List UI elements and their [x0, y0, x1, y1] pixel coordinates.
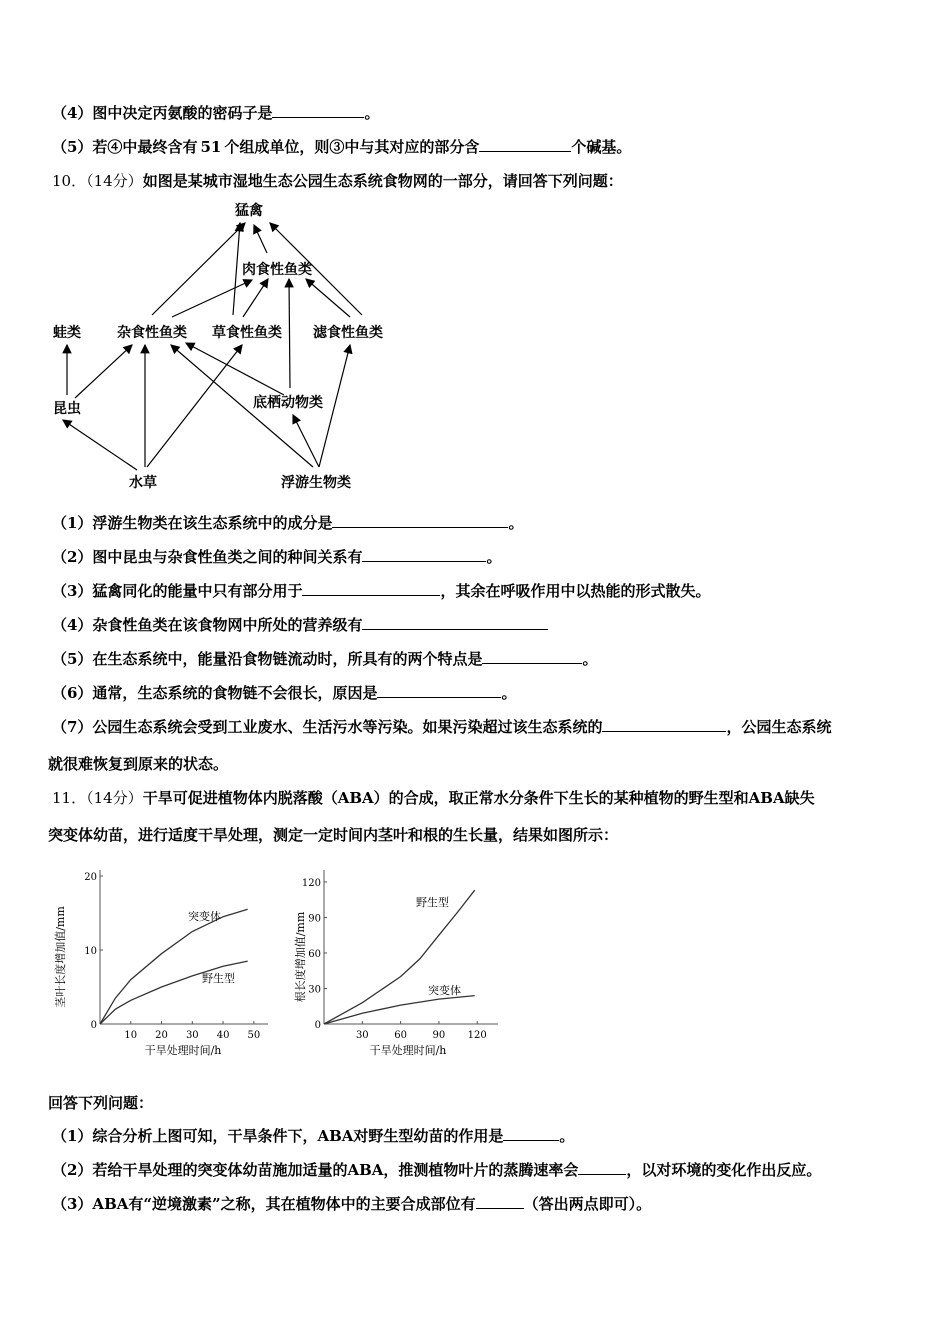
- arrow-benthic-carnivore: [289, 279, 290, 388]
- series-line-1: [100, 961, 248, 1024]
- y-tick-label: 30: [308, 984, 321, 996]
- node-omnivore: 杂食性鱼类: [117, 325, 187, 341]
- answer-blank[interactable]: [503, 1126, 559, 1141]
- chart-stem-leaf-growth: [48, 862, 278, 1062]
- arrow-benthic-omnivore: [186, 343, 284, 395]
- node-weed: 水草: [129, 475, 157, 491]
- answer-blank[interactable]: [482, 649, 582, 664]
- answer-blank[interactable]: [332, 513, 508, 528]
- node-raptor: 猛禽: [235, 203, 263, 219]
- series-line-1: [324, 996, 475, 1024]
- q11-item-3: （3）ABA有“逆境激素”之称，其在植物体中的主要合成部位有 （答出两点即可）。: [52, 1195, 652, 1213]
- node-herbivore: 草食性鱼类: [212, 325, 282, 341]
- answer-blank[interactable]: [362, 547, 486, 562]
- series-label-1: 突变体: [428, 984, 461, 997]
- arrow-herbivore-carnivore: [243, 279, 268, 317]
- answer-blank[interactable]: [302, 581, 440, 596]
- arrow-plankton-benthic: [293, 415, 319, 467]
- node-plankton: 浮游生物类: [281, 475, 351, 491]
- origin-label: 0: [314, 1020, 321, 1031]
- x-tick-label: 50: [247, 1030, 261, 1041]
- arrow-omnivore-raptor: [152, 223, 245, 315]
- q10-item-6: （6）通常，生态系统的食物链不会很长，原因是 。: [52, 684, 517, 702]
- q11-answer-prompt: 回答下列问题：: [48, 1094, 154, 1112]
- node-insect: 昆虫: [53, 401, 81, 417]
- q10-item-7-continued: 就很难恢复到原来的状态。: [48, 755, 229, 773]
- answer-blank[interactable]: [578, 1160, 626, 1175]
- arrow-carnivore-raptor: [254, 225, 267, 253]
- answer-blank[interactable]: [476, 1194, 524, 1209]
- q10-stem: 10．（14分）如图是某城市湿地生态公园生态系统食物网的一部分，请回答下列问题：: [52, 172, 623, 190]
- arrow-herbivore-raptor: [233, 223, 240, 315]
- chart1-xlabel: 干旱处理时间/h: [144, 1044, 222, 1057]
- y-tick-label: 90: [308, 913, 321, 925]
- arrow-weed-insect: [63, 420, 137, 470]
- answer-blank[interactable]: [602, 717, 726, 732]
- food-web-arrows: [63, 223, 362, 470]
- q10-item-2: （2）图中昆虫与杂食性鱼类之间的种间关系有 。: [52, 548, 502, 566]
- y-tick-label: 20: [84, 872, 97, 883]
- y-tick-label: 120: [301, 877, 321, 889]
- y-tick-label: 60: [308, 948, 321, 960]
- arrow-weed-herbivore: [147, 345, 242, 467]
- chart1-ylabel: 茎叶长度增加值/mm: [54, 906, 67, 1008]
- origin-label: 0: [90, 1020, 97, 1031]
- q11-stem-line-1: 11．（14分）干旱可促进植物体内脱落酸（ABA）的合成，取正常水分条件下生长的某种植物的野生型和ABA缺失: [52, 789, 815, 807]
- q11-stem-line-2: 突变体幼苗，进行适度干旱处理，测定一定时间内茎叶和根的生长量，结果如图所示：: [48, 826, 619, 844]
- arrow-omnivore-carnivore: [172, 280, 252, 317]
- node-carnivore: 肉食性鱼类: [242, 262, 312, 278]
- series-line-0: [324, 890, 475, 1024]
- q10-item-5: （5）在生态系统中，能量沿食物链流动时，所具有的两个特点是 。: [52, 650, 598, 668]
- node-frog: 蛙类: [53, 325, 81, 341]
- x-tick-label: 40: [216, 1030, 230, 1041]
- q10-item-4: （4）杂食性鱼类在该食物网中所处的营养级有: [52, 615, 548, 635]
- x-tick-label: 120: [467, 1030, 487, 1041]
- q10-item-1: （1）浮游生物类在该生态系统中的成分是 。: [52, 514, 524, 532]
- series-label-1: 野生型: [202, 972, 235, 985]
- answer-blank[interactable]: [377, 683, 501, 698]
- series-label-0: 野生型: [416, 896, 449, 909]
- q11-item-1: （1）综合分析上图可知，干旱条件下，ABA对野生型幼苗的作用是 。: [52, 1127, 575, 1145]
- chart-root-growth: [288, 862, 508, 1062]
- answer-blank[interactable]: [362, 615, 548, 630]
- food-web-diagram: [40, 195, 400, 500]
- y-tick-label: 10: [84, 946, 97, 957]
- arrow-filter-carnivore: [306, 279, 350, 317]
- chart2-ylabel: 根长度增加值/mm: [294, 911, 307, 1003]
- series-line-0: [100, 909, 248, 1024]
- arrow-plankton-filter: [319, 345, 350, 467]
- series-label-0: 突变体: [188, 910, 221, 923]
- x-tick-label: 30: [355, 1030, 369, 1041]
- chart2-xlabel: 干旱处理时间/h: [369, 1044, 447, 1057]
- q11-item-2: （2）若给干旱处理的突变体幼苗施加适量的ABA，推测植物叶片的蒸腾速率会 ，以对环境的变化作出反应。: [52, 1161, 822, 1179]
- q10-item-3: （3）猛禽同化的能量中只有部分用于 ，其余在呼吸作用中以热能的形式散失。: [52, 582, 711, 600]
- answer-blank[interactable]: [479, 137, 571, 152]
- arrow-insect-omnivore: [75, 345, 132, 398]
- prev-item-5: （5）若④中最终含有 51 个组成单位，则③中与其对应的部分含 个碱基。: [52, 138, 632, 156]
- node-filter: 滤食性鱼类: [313, 325, 383, 341]
- x-tick-label: 30: [185, 1030, 199, 1041]
- q10-item-7: （7）公园生态系统会受到工业废水、生活污水等污染。如果污染超过该生态系统的 ，公园生态系统: [52, 718, 832, 736]
- x-tick-label: 90: [432, 1030, 446, 1041]
- x-tick-label: 20: [155, 1030, 168, 1041]
- x-tick-label: 60: [394, 1030, 407, 1041]
- answer-blank[interactable]: [272, 103, 364, 118]
- prev-item-4: （4）图中决定丙氨酸的密码子是 。: [52, 104, 380, 122]
- x-tick-label: 10: [124, 1030, 138, 1041]
- node-benthic: 底栖动物类: [253, 395, 323, 411]
